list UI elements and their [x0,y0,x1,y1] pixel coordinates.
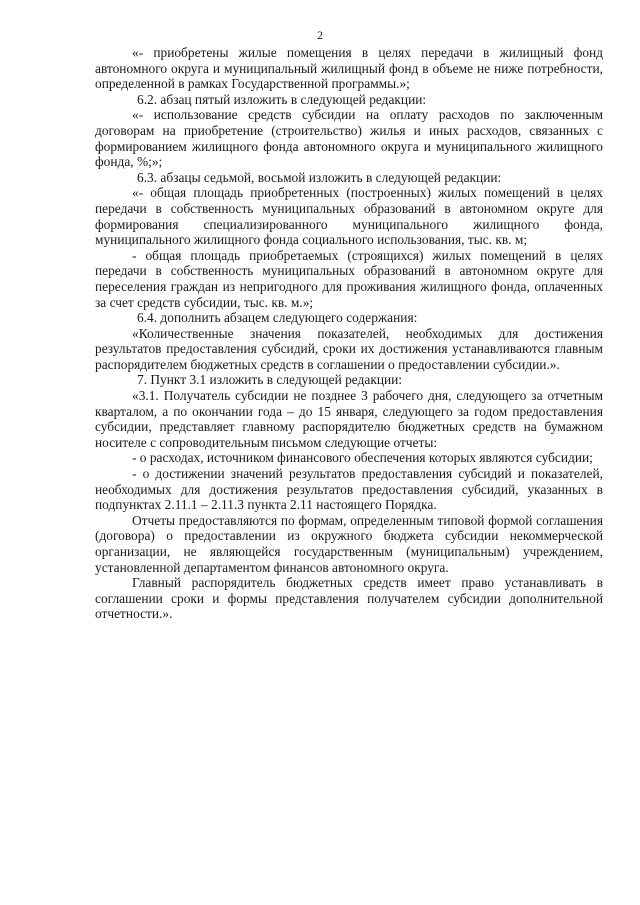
paragraph-6: - общая площадь приобретаемых (строящихся) жилых помещений в целях передачи в собственность муниципальных образований в автономном округе для переселения граждан из непригодного для проживания жилищного фонда, оплаченных за счет средств субсидии, тыс. кв. м.»; [95,247,603,310]
paragraph-10: «3.1. Получатель субсидии не позднее 3 рабочего дня, следующего за отчетным кварталом, а по окончании года – до 15 января, следующего за годом предоставления субсидии, представляет главному распорядителю бюджетных средств на бумажном носителе с сопроводительным письмом следующие отчеты: [95,388,603,450]
paragraph-11: - о расходах, источником финансового обеспечения которых являются субсидии; [132,450,593,466]
paragraph-14: Главный распорядитель бюджетных средств имеет право устанавливать в соглашении сроки и формы представления получателем субсидии дополнительной отчетности.». [95,575,603,622]
paragraph-9: 7. Пункт 3.1 изложить в следующей редакции: [137,372,403,388]
paragraph-3: «- использование средств субсидии на оплату расходов по заключенным договорам на приобретение (строительство) жилья и иных расходов, связанных с формированием жилищного фонда автономного округа и муниципального жилищного фонда, %;»; [95,107,603,170]
paragraph-13: Отчеты предоставляются по формам, определенным типовой формой соглашения (договора) о предоставлении из окружного бюджета субсидии некоммерческой организации, не являющейся государственным (муниципальным) учреждением, установленной департаментом финансов автономного округа. [95,512,603,575]
paragraph-5: «- общая площадь приобретенных (построенных) жилых помещений в целях передачи в собственность муниципальных образований в автономном округе для формирования специализированного муниципального жилищного фонда, муниципального жилищного фонда социального использования, тыс. кв. м; [95,185,603,248]
paragraph-8: «Количественные значения показателей, необходимых для достижения результатов предоставления субсидий, сроки их достижения устанавливаются главным распорядителем бюджетных средств в соглашении о предоставлении субсидии.». [95,325,603,372]
paragraph-7: 6.4. дополнить абзацем следующего содержания: [137,310,418,326]
paragraph-1: «- приобретены жилые помещения в целях передачи в жилищный фонд автономного округа и муниципальный жилищный фонд в объеме не ниже потребности, определенной в рамках Государственной программы.»; [95,45,603,92]
paragraph-4: 6.3. абзацы седьмой, восьмой изложить в следующей редакции: [137,169,502,185]
paragraph-12: - о достижении значений результатов предоставления субсидий и показателей, необходимых для достижения результатов предоставления субсидий, указанных в подпунктах 2.11.1 – 2.11.3 пункта 2.11 настоящего Порядка. [95,466,603,513]
paragraph-2: 6.2. абзац пятый изложить в следующей редакции: [137,91,427,107]
page-number: 2 [317,28,323,42]
document-body [95,45,603,622]
